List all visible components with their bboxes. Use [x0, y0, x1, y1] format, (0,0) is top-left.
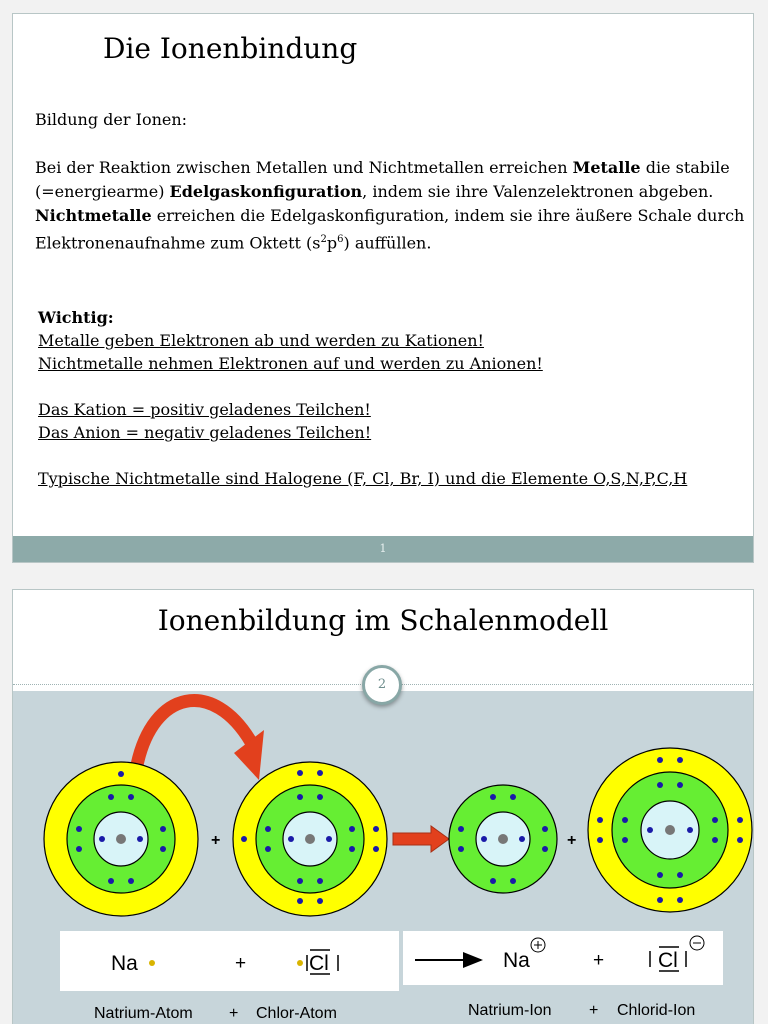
- important-heading: Wichtig:: [38, 308, 114, 327]
- text-run: , indem sie ihre Valenzelektronen abgeben.: [362, 182, 714, 201]
- text-run: die stabile (=energiearme): [35, 158, 730, 201]
- sodium-symbol: Na: [111, 952, 138, 975]
- caption-chlorine-atom: Chlor-Atom: [256, 1005, 337, 1022]
- electron-transfer-arrow: [137, 701, 264, 780]
- plus-sign: +: [593, 950, 605, 971]
- sodium-atom-model: [44, 762, 198, 916]
- slide-1-title: Die Ionenbindung: [103, 32, 358, 65]
- important-line-4: Das Anion = negativ geladenes Teilchen!: [38, 423, 372, 442]
- valence-electron-dot: [297, 960, 303, 966]
- caption-chloride-ion: Chlorid-Ion: [617, 1002, 696, 1019]
- captions: [94, 1002, 695, 1022]
- superscript: 6: [337, 234, 344, 245]
- plus-sign: +: [211, 832, 221, 849]
- bold-term-nichtmetalle: Nichtmetalle: [35, 206, 152, 225]
- plus-sign: +: [567, 832, 577, 849]
- slide-1-footer: [13, 536, 753, 562]
- spacer: [38, 444, 738, 467]
- chlorine-symbol: Cl: [309, 952, 329, 975]
- chloride-ion-model: [588, 748, 752, 912]
- text-run: ) auffüllen.: [343, 233, 432, 253]
- caption-plus: +: [589, 1002, 599, 1019]
- spacer: [38, 375, 738, 398]
- important-line-2: Nichtmetalle nehmen Elektronen auf und werden zu Anionen!: [38, 354, 543, 373]
- important-box: [38, 306, 738, 490]
- subheading: Bildung der Ionen:: [35, 110, 188, 129]
- superscript: 2: [320, 234, 327, 245]
- important-line-3: Das Kation = positiv geladenes Teilchen!: [38, 400, 371, 419]
- page-number-badge: 2: [362, 665, 402, 705]
- slide-2: [12, 589, 754, 1024]
- page-number: 1: [379, 542, 387, 555]
- explanation-paragraph: [35, 156, 747, 255]
- caption-plus: +: [229, 1005, 239, 1022]
- bold-term-metalle: Metalle: [572, 158, 641, 177]
- shell-model-diagram: [13, 590, 754, 1024]
- text-run: p: [326, 233, 338, 253]
- bold-term-edelgaskonfiguration: Edelgaskonfiguration: [169, 182, 363, 201]
- chlorine-atom-model: [233, 762, 387, 916]
- slide-1-body: [35, 108, 747, 255]
- sodium-ion-model: [449, 785, 557, 893]
- text-run: erreichen die Edelgaskonfiguration, indem sie ihre äußere Schale durch Elektronenaufnahme zum Oktett (s: [35, 206, 745, 253]
- text-run: Bei der Reaktion zwischen Metallen und Nichtmetallen erreichen: [35, 158, 573, 177]
- caption-sodium-ion: Natrium-Ion: [468, 1002, 552, 1019]
- important-line-5: Typische Nichtmetalle sind Halogene (F, Cl, Br, I) und die Elemente O,S,N,P,C,H: [38, 469, 688, 488]
- plus-sign: +: [235, 953, 247, 974]
- chloride-ion-symbol: Cl: [658, 949, 678, 972]
- important-line-1: Metalle geben Elektronen ab und werden zu Kationen!: [38, 331, 484, 350]
- slide-2-title: Ionenbildung im Schalenmodell: [157, 604, 609, 637]
- reaction-arrow: [393, 826, 449, 852]
- slide-1: [12, 13, 754, 563]
- sodium-ion-symbol: Na: [503, 949, 530, 972]
- valence-electron-dot: [149, 960, 155, 966]
- caption-sodium-atom: Natrium-Atom: [94, 1005, 193, 1022]
